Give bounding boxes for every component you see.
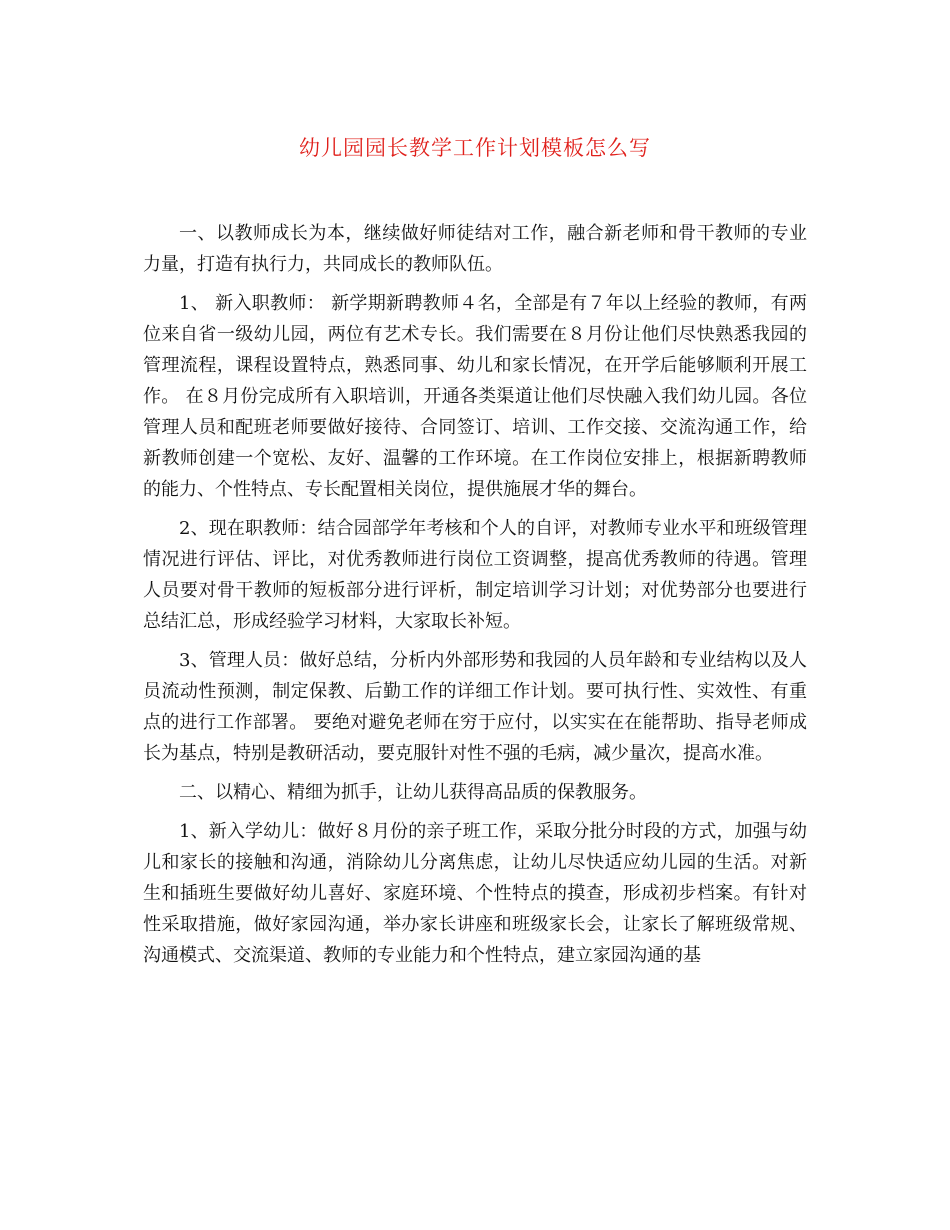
- document-title: 幼儿园园长教学工作计划模板怎么写: [299, 136, 651, 160]
- paragraph-current-teachers: 2、现在职教师：结合园部学年考核和个人的自评，对教师专业水平和班级管理情况进行评估、评比，对优秀教师进行岗位工资调整，提高优秀教师的待遇。管理人员要对骨干教师的短板部分进行评析，制定培训学习计划；对优势部分也要进行总结汇总，形成经验学习材料，大家取长补短。: [143, 518, 807, 632]
- paragraph-management-staff: 3、管理人员：做好总结，分析内外部形势和我园的人员年龄和专业结构以及人员流动性预测，制定保教、后勤工作的详细工作计划。要可执行性、实效性、有重点的进行工作部署。 要绝对避免老师在穷于应付，以实实在在能帮助、指导老师成长为基点，特别是教研活动，要克服针对性不强的毛病，减少量次，提高水准。: [143, 650, 807, 764]
- paragraph-new-children: 1、新入学幼儿：做好８月份的亲子班工作，采取分批分时段的方式，加强与幼儿和家长的接触和沟通，消除幼儿分离焦虑，让幼儿尽快适应幼儿园的生活。对新生和插班生要做好幼儿喜好、家庭环境、个性特点的摸查，形成初步档案。有针对性采取措施，做好家园沟通，举办家长讲座和班级家长会，让家长了解班级常规、沟通模式、交流渠道、教师的专业能力和个性特点，建立家园沟通的基: [143, 821, 807, 966]
- document-body: [143, 218, 807, 979]
- paragraph-section-one-heading: 一、以教师成长为本，继续做好师徒结对工作，融合新老师和骨干教师的专业力量，打造有执行力，共同成长的教师队伍。: [143, 223, 807, 275]
- paragraph-new-teachers: 1、 新入职教师： 新学期新聘教师４名，全部是有７年以上经验的教师，有两位来自省一级幼儿园，两位有艺术专长。我们需要在８月份让他们尽快熟悉我园的管理流程，课程设置特点，熟悉同事、幼儿和家长情况，在开学后能够顺利开展工作。 在８月份完成所有入职培训，开通各类渠道让他们尽快融入我们幼儿园。各位管理人员和配班老师要做好接待、合同签订、培训、工作交接、交流沟通工作，给新教师创建一个宽松、友好、温馨的工作环境。在工作岗位安排上，根据新聘教师的能力、个性特点、专长配置相关岗位，提供施展才华的舞台。: [143, 293, 807, 500]
- paragraph-section-two-heading: 二、以精心、精细为抓手，让幼儿获得高品质的保教服务。: [179, 782, 647, 803]
